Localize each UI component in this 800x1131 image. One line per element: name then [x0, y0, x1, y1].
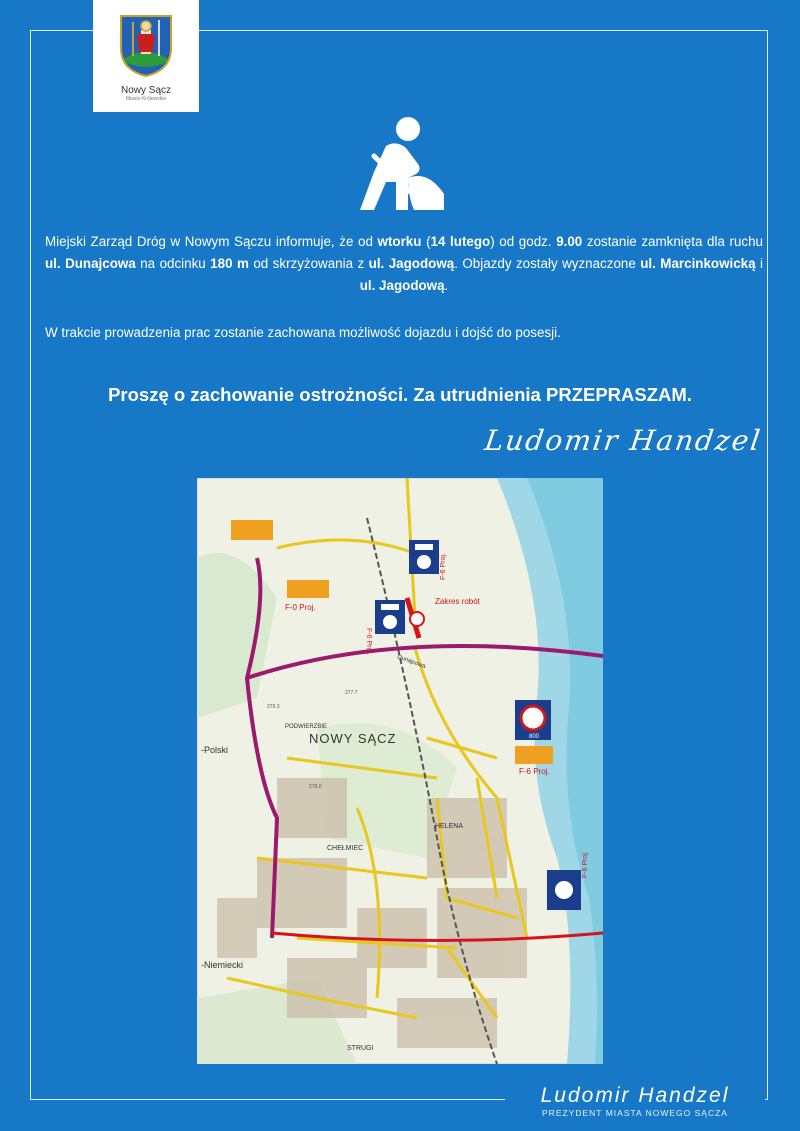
elevation-2: 279.3: [267, 704, 280, 710]
district-chelmiec: CHEŁMIEC: [327, 845, 364, 852]
logo-city-name: Nowy Sącz: [120, 85, 171, 96]
work-zone-label: Zakres robót: [435, 597, 480, 606]
coat-of-arms-icon: [117, 12, 175, 78]
sign-label-f6-mid: F-6 Proj.: [365, 628, 372, 655]
footer-signature-block: [505, 1082, 765, 1122]
detour-map: [197, 478, 603, 1064]
sign-label-f6-top: F-6 Proj.: [440, 553, 447, 580]
city-logo: [93, 0, 199, 112]
sign-distance-800: 800: [528, 734, 540, 740]
elevation-1: 277.7: [345, 690, 358, 696]
sign-f6-top: [409, 540, 439, 574]
district-helena: HELENA: [435, 823, 464, 830]
district-niemiecki: -Niemiecki: [201, 960, 244, 970]
road-works-icon: [352, 116, 448, 214]
sign-label-f0: F-0 Proj.: [285, 603, 316, 612]
handwritten-signature: Ludomir Handzel: [482, 424, 764, 457]
district-strugi: STRUGI: [347, 1045, 374, 1052]
district-polski: -Polski: [201, 745, 229, 755]
notice-paragraph: Miejski Zarząd Dróg w Nowym Sączu informuje, że od wtorku (14 lutego) od godz. 9.00 zostanie zamknięta dla ruchu ul. Dunajcowa na odcinku 180 m od skrzyżowania z ul. Jagodową. Objazdy zostały wyznaczone ul. Marcinkowicką i ul. Jagodową.: [45, 234, 764, 293]
elevation-3: 278.0: [309, 784, 322, 790]
map-city-label: NOWY SĄCZ: [309, 731, 397, 746]
sign-label-f6-bottom: F-6 Proj.: [582, 851, 589, 878]
sign-label-f6-right: F-6 Proj.: [519, 767, 550, 776]
apology-text: Proszę o zachowanie ostrożności. Za utrudnienia PRZEPRASZAM.: [108, 384, 692, 405]
street-dunajcowa: Dunajcowa: [396, 654, 427, 671]
sign-f6-mid: [375, 600, 405, 634]
access-paragraph: W trakcie prowadzenia prac zostanie zachowana możliwość dojazdu i dojść do posesji.: [45, 325, 561, 340]
district-podwierzbie: PODWIERZBIE: [285, 724, 328, 730]
footer-name: Ludomir Handzel: [540, 1084, 730, 1107]
logo-subtitle: Miasto Królewskie: [125, 96, 167, 102]
footer-title: PREZYDENT MIASTA NOWEGO SĄCZA: [542, 1108, 728, 1118]
sign-f6-bottom: [547, 870, 581, 910]
